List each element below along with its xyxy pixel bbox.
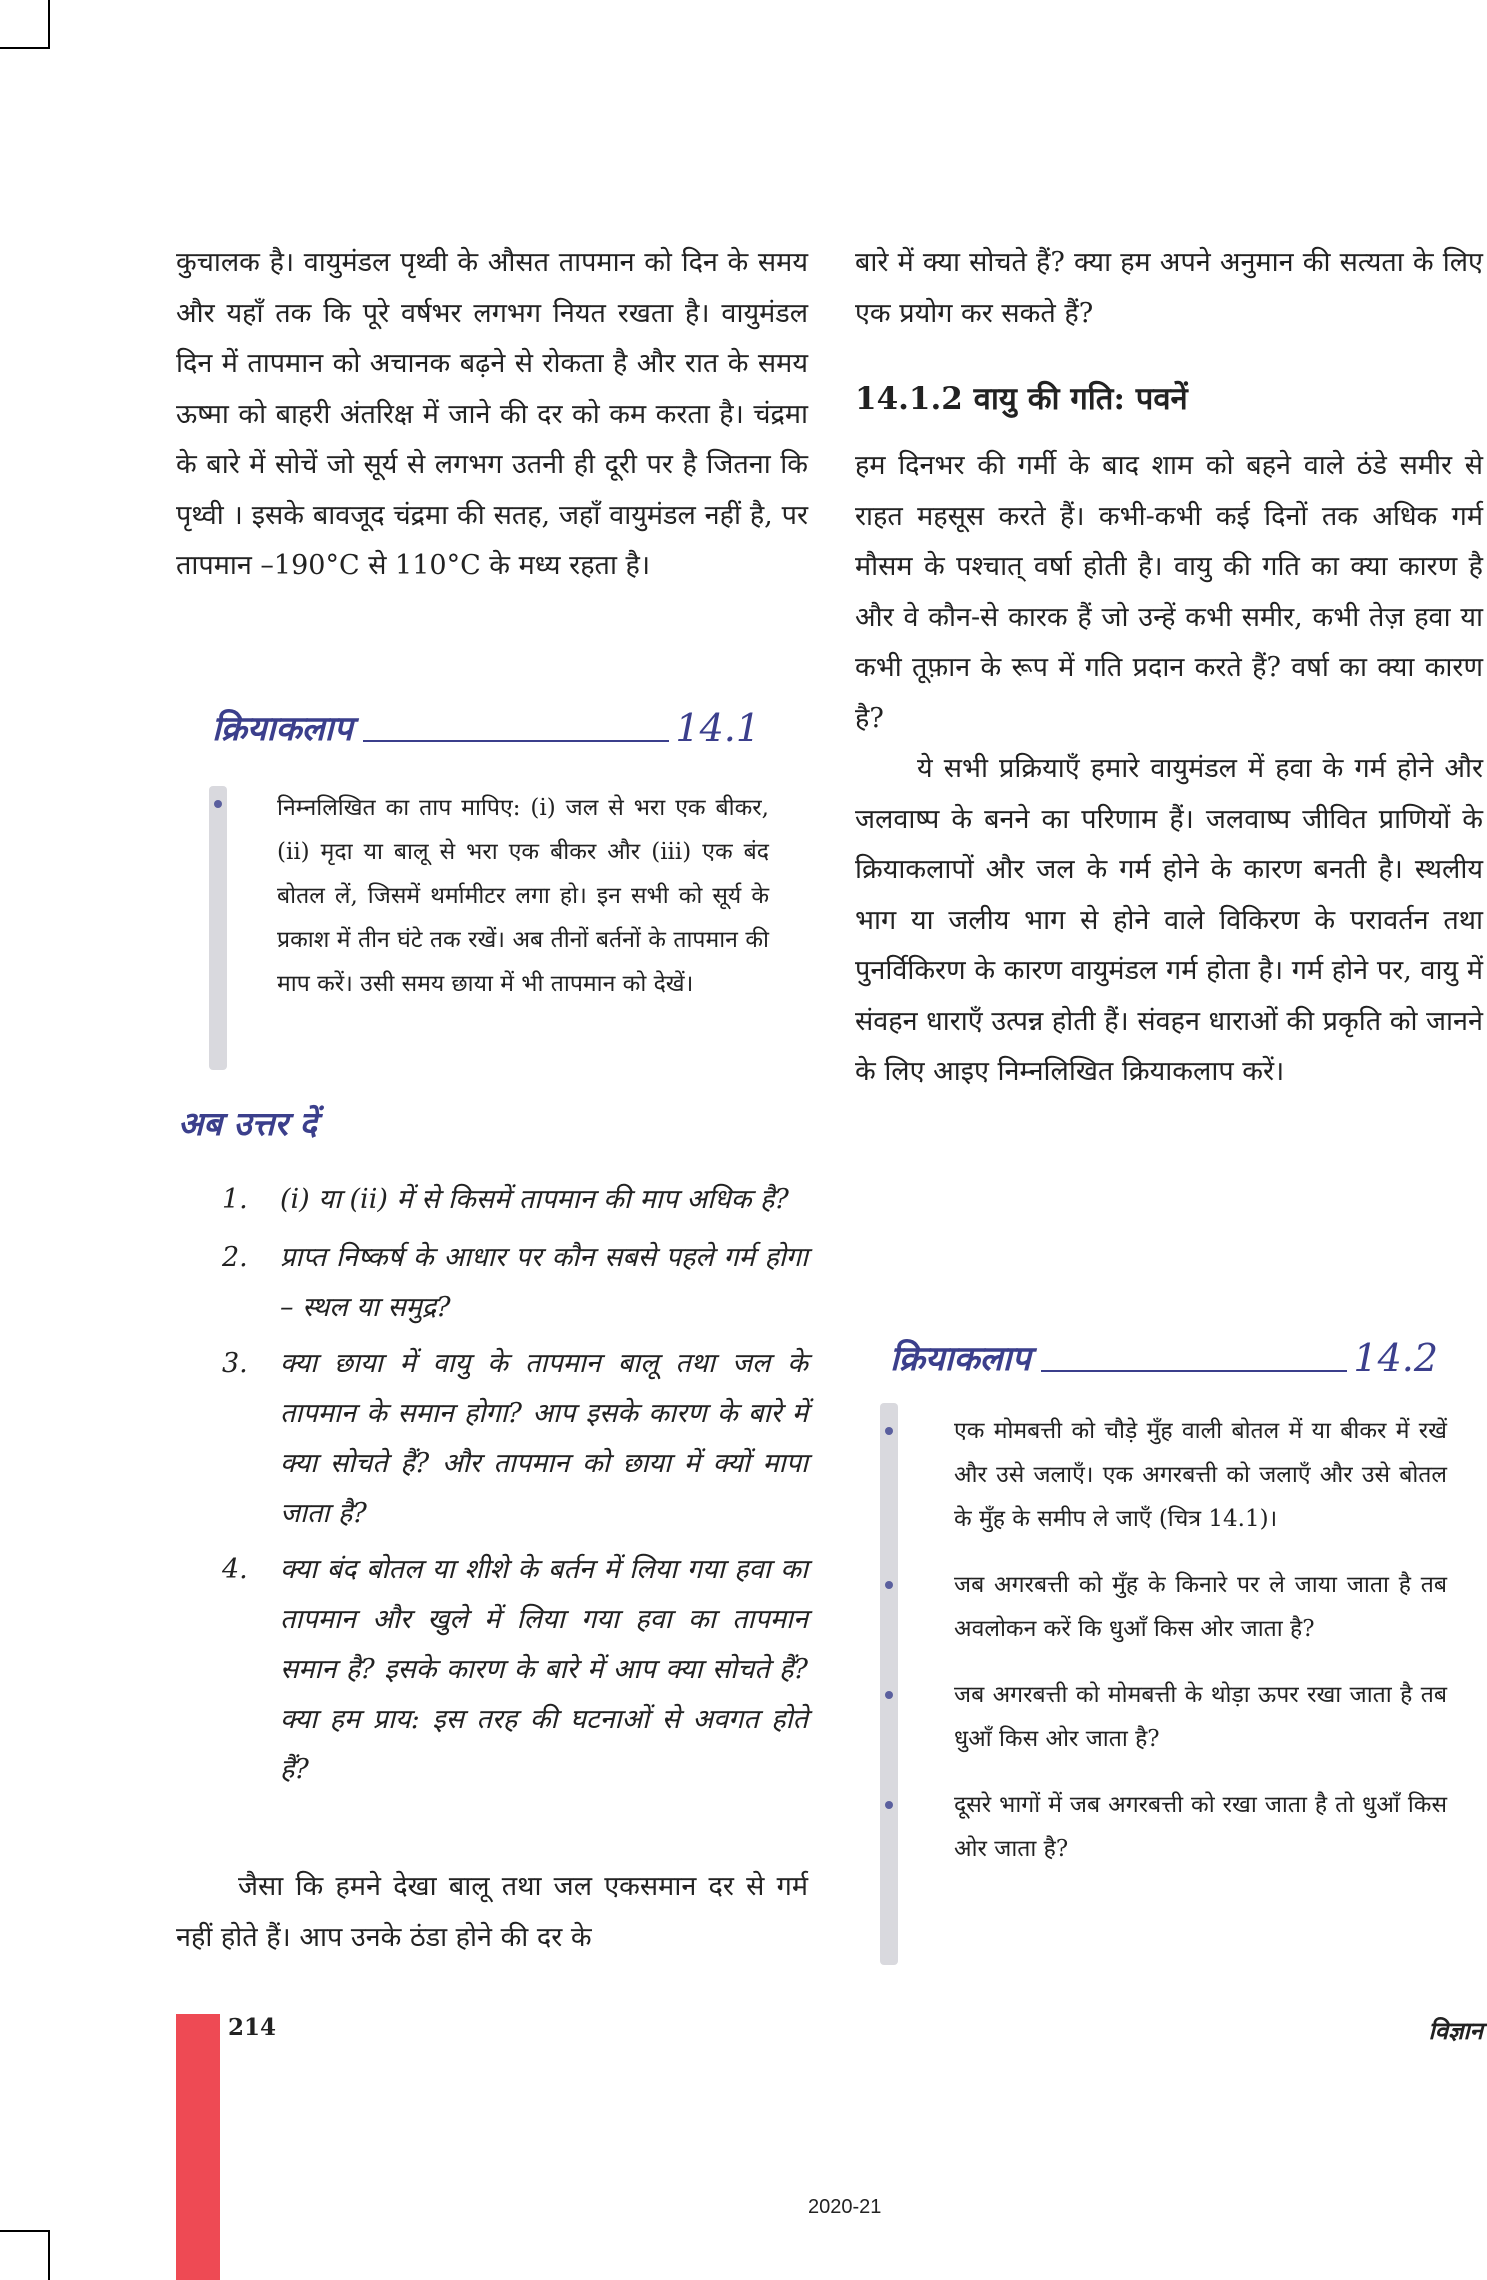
activity-14-2-box	[880, 1403, 1447, 1965]
activity-item-text: जब अगरबत्ती को मोमबत्ती के थोड़ा ऊपर रखा जाता है तब धुआँ किस ओर जाता है?	[954, 1682, 1447, 1752]
book-title: विज्ञान	[1428, 2017, 1483, 2045]
activity-item	[954, 1563, 1447, 1651]
bullet-icon	[885, 1801, 893, 1809]
question-text: क्या छाया में वायु के तापमान बालू तथा जल के तापमान के समान होगा? आप इसके कारण के बारे में क्या सोचते हैं? और तापमान को छाया में क्यों मापा जाता है?	[280, 1348, 808, 1529]
activity-14-2-title	[890, 1334, 1438, 1380]
question-number: 3.	[222, 1348, 248, 1379]
activity-item-text: दूसरे भागों में जब अगरबत्ती को रखा जाता है तो धुआँ किस ओर जाता है?	[954, 1792, 1447, 1862]
question-number: 2.	[222, 1242, 248, 1273]
paragraph-2: ये सभी प्रक्रियाएँ हमारे वायुमंडल में हवा के गर्म होने और जलवाष्प के बनने का परिणाम हैं। जलवाष्प जीवित प्राणियों के क्रियाकलापों और जल के गर्म होने के कारण बनती है। स्थलीय भाग या जलीय भाग से होने वाले विकिरण के परावर्तन तथा पुनर्विकिरण के कारण वायुमंडल गर्म होता है। गर्म होने पर, वायु में संवहन धाराएँ उत्पन्न होती हैं। संवहन धाराओं की प्रकृति को जानने के लिए आइए निम्नलिखित क्रियाकलाप करें।	[855, 753, 1484, 1087]
bullet-icon	[885, 1691, 893, 1699]
continuation-paragraph: बारे में क्या सोचते हैं? क्या हम अपने अनुमान की सत्यता के लिए एक प्रयोग कर सकते हैं?	[855, 247, 1483, 329]
question-number: 1.	[222, 1184, 248, 1215]
footer-red-bar	[176, 2014, 220, 2280]
bullet-icon	[214, 800, 222, 808]
crop-mark-bottom	[0, 2230, 50, 2232]
page-number: 214	[228, 2014, 277, 2041]
activity-label: क्रियाकलाप	[890, 1339, 1031, 1379]
bullet-icon	[885, 1581, 893, 1589]
question-item	[222, 1175, 808, 1225]
question-text: प्राप्त निष्कर्ष के आधार पर कौन सबसे पहले गर्म होगा – स्थल या समुद्र?	[280, 1242, 808, 1323]
activity-side-bar	[880, 1403, 898, 1965]
questions-list	[222, 1175, 808, 1795]
question-text: क्या बंद बोतल या शीशे के बर्तन में लिया गया हवा का तापमान और खुले में लिया गया हवा का तापमान समान है? इसके कारण के बारे में आप क्या सोचते हैं? क्या हम प्राय: इस तरह की घटनाओं से अवगत होते हैं?	[280, 1554, 808, 1785]
question-item	[222, 1545, 808, 1795]
activity-14-1-box	[209, 786, 769, 1070]
activity-14-1-title	[212, 704, 760, 750]
closing-paragraph-wrap	[176, 1862, 808, 1963]
activity-label: क्रियाकलाप	[212, 709, 353, 749]
paragraph-1: हम दिनभर की गर्मी के बाद शाम को बहने वाले ठंडे समीर से राहत महसूस करते हैं। कभी-कभी कई दिनों तक अधिक गर्म मौसम के पश्चात् वर्षा होती है। वायु की गति का क्या कारण है और वे कौन-से कारक हैं जो उन्हें कभी समीर, कभी तेज़ हवा या कभी तूफ़ान के रूप में गति प्रदान करते हैं? वर्षा का क्या कारण है?	[855, 450, 1483, 734]
crop-mark-bottom-v	[48, 2230, 50, 2280]
activity-number: 14.1	[675, 706, 760, 750]
activity-item	[954, 1783, 1447, 1871]
crop-mark-top	[0, 47, 50, 49]
question-number: 4.	[222, 1554, 248, 1585]
bullet-icon	[885, 1427, 893, 1435]
closing-paragraph: जैसा कि हमने देखा बालू तथा जल एकसमान दर से गर्म नहीं होते हैं। आप उनके ठंडा होने की दर के	[176, 1871, 808, 1953]
intro-paragraph: कुचालक है। वायुमंडल पृथ्वी के औसत तापमान को दिन के समय और यहाँ तक कि पूरे वर्षभर लगभग नियत रखता है। वायुमंडल दिन में तापमान को अचानक बढ़ने से रोकता है और रात के समय ऊष्मा को बाहरी अंतरिक्ष में जाने की दर को कम करता है। चंद्रमा के बारे में सोचें जो सूर्य से लगभग उतनी ही दूरी पर है जितना कि पृथ्वी । इसके बावजूद चंद्रमा की सतह, जहाँ वायुमंडल नहीं है, पर तापमान –190°C से 110°C के मध्य रहता है।	[176, 247, 808, 581]
right-column	[855, 238, 1483, 1098]
activity-items	[954, 1409, 1447, 1871]
crop-mark-top-v	[48, 0, 50, 49]
question-item	[222, 1339, 808, 1539]
question-item	[222, 1233, 808, 1333]
left-column	[176, 238, 808, 592]
question-text: (i) या (ii) में से किसमें तापमान की माप अधिक है?	[280, 1184, 789, 1215]
activity-side-bar	[209, 786, 227, 1070]
activity-item-text: एक मोमबत्ती को चौड़े मुँह वाली बोतल में या बीकर में रखें और उसे जलाएँ। एक अगरबत्ती को जलाएँ और उसे बोतल के मुँह के समीप ले जाएँ (चित्र 14.1)।	[954, 1418, 1447, 1532]
activity-rule	[363, 740, 670, 742]
year-label: 2020-21	[808, 2196, 882, 2218]
answer-heading: अब उत्तर दें	[178, 1104, 317, 1143]
activity-rule	[1041, 1370, 1348, 1372]
section-heading: 14.1.2 वायु की गति: पवनें	[855, 381, 1188, 417]
activity-item-text: जब अगरबत्ती को मुँह के किनारे पर ले जाया जाता है तब अवलोकन करें कि धुआँ किस ओर जाता है?	[954, 1572, 1447, 1642]
activity-item	[954, 1409, 1447, 1541]
activity-number: 14.2	[1353, 1336, 1438, 1380]
activity-item: निम्नलिखित का ताप मापिए: (i) जल से भरा एक बीकर, (ii) मृदा या बालू से भरा एक बीकर और (iii) एक बंद बोतल लें, जिसमें थर्मामीटर लगा हो। इन सभी को सूर्य के प्रकाश में तीन घंटे तक रखें। अब तीनों बर्तनों के तापमान की माप करें। उसी समय छाया में भी तापमान को देखें।	[277, 795, 769, 997]
activity-item	[954, 1673, 1447, 1761]
